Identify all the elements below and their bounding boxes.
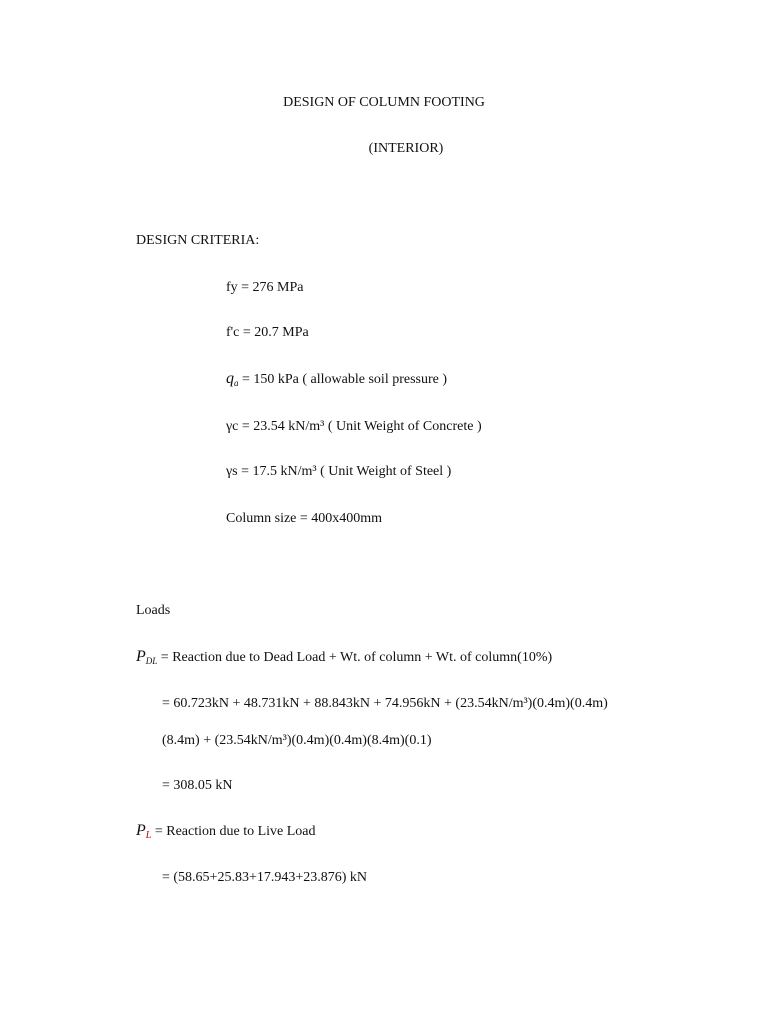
pdl-definition — [136, 648, 552, 670]
criteria-fc: f'c = 20.7 MPa — [226, 325, 309, 340]
document-subtitle: (INTERIOR) — [368, 141, 444, 156]
pll-text: = Reaction due to Live Load — [151, 824, 316, 839]
criteria-gamma-c: γc = 23.54 kN/m³ ( Unit Weight of Concrete ) — [226, 419, 482, 434]
pll-subscript: L — [145, 830, 152, 841]
loads-heading: Loads — [136, 603, 171, 618]
criteria-column-size: Column size = 400x400mm — [226, 511, 383, 526]
pdl-equation-line-1: = 60.723kN + 48.731kN + 88.843kN + 74.956kN + (23.54kN/m³)(0.4m)(0.4m) — [162, 696, 608, 711]
criteria-heading: DESIGN CRITERIA: — [136, 233, 260, 248]
criteria-fy: fy = 276 MPa — [226, 280, 304, 295]
qa-text: = 150 kPa ( allowable soil pressure ) — [238, 372, 448, 387]
qa-symbol: q — [226, 370, 234, 387]
pll-symbol: P — [136, 822, 146, 839]
pll-equation-line-1: = (58.65+25.83+17.943+23.876) kN — [162, 870, 368, 885]
criteria-qa — [226, 370, 447, 392]
pdl-equation-line-2: (8.4m) + (23.54kN/m³)(0.4m)(0.4m)(8.4m)(0.1) — [162, 733, 432, 748]
criteria-gamma-s: γs = 17.5 kN/m³ ( Unit Weight of Steel ) — [226, 464, 452, 479]
pdl-symbol: P — [136, 648, 146, 665]
document-title: DESIGN OF COLUMN FOOTING — [283, 95, 485, 110]
pdl-result: = 308.05 kN — [162, 778, 233, 793]
pdl-text: = Reaction due to Dead Load + Wt. of column + Wt. of column(10%) — [157, 650, 553, 665]
qa-subscript: a — [234, 378, 239, 388]
pll-definition — [136, 822, 316, 845]
pdl-subscript: DL — [145, 656, 158, 666]
